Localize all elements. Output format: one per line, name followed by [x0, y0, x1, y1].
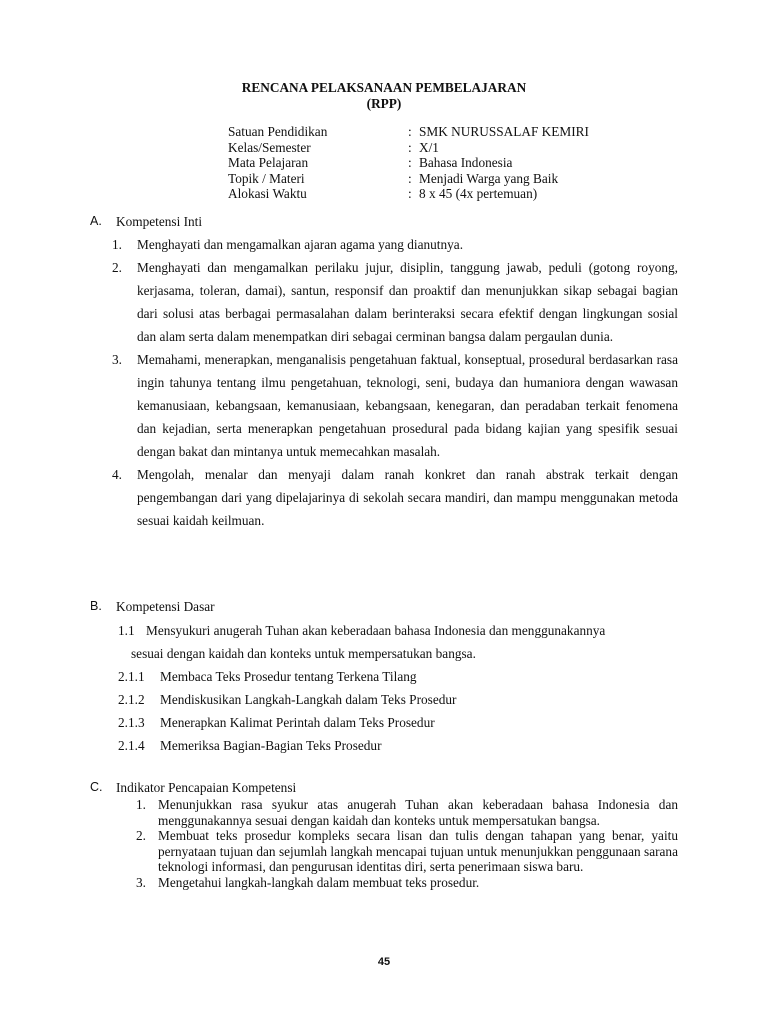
- meta-value: SMK NURUSSALAF KEMIRI: [419, 124, 589, 139]
- meta-value: Menjadi Warga yang Baik: [419, 170, 559, 186]
- kd-code: 2.1.2: [118, 692, 145, 707]
- item-text: Menghayati dan mengamalkan ajaran agama yang dianutnya.: [137, 237, 464, 252]
- kd-row: [118, 711, 684, 734]
- item-number: 2.: [136, 828, 146, 844]
- document-title: RENCANA PELAKSANAAN PEMBELAJARAN: [241, 80, 527, 95]
- kd-text: Membaca Teks Prosedur tentang Terkena Tilang: [160, 669, 417, 684]
- item-text: Mengetahui langkah-langkah dalam membuat teks prosedur.: [158, 874, 480, 890]
- list-item: [112, 348, 678, 463]
- meta-separator: :: [408, 170, 412, 186]
- list-item: [112, 256, 678, 348]
- core-competence-list: [112, 233, 678, 532]
- meta-value: Bahasa Indonesia: [419, 155, 513, 171]
- kd-text: Memeriksa Bagian-Bagian Teks Prosedur: [160, 738, 382, 753]
- kd-text: sesuai dengan kaidah dan konteks untuk mempersatukan bangsa.: [131, 646, 476, 661]
- meta-row-class: [228, 140, 668, 156]
- meta-label: Mata Pelajaran: [228, 155, 309, 171]
- meta-label: Kelas/Semester: [228, 139, 311, 155]
- list-item: [136, 797, 678, 828]
- meta-value: X/1: [419, 139, 439, 155]
- kd-row: [118, 665, 684, 688]
- kd-row: [118, 734, 684, 757]
- list-item: [136, 875, 678, 891]
- kd-code: 2.1.4: [118, 738, 145, 753]
- document-subtitle: (RPP): [366, 96, 402, 111]
- item-number: 4.: [112, 467, 122, 482]
- list-item: [112, 463, 678, 532]
- section-title: Kompetensi Inti: [116, 214, 203, 229]
- indicator-list: [136, 797, 678, 891]
- item-number: 3.: [136, 874, 146, 890]
- section-title: Indikator Pencapaian Kompetensi: [116, 780, 297, 795]
- meta-row-subject: [228, 155, 668, 171]
- page-number: 45: [377, 956, 391, 968]
- meta-label: Alokasi Waktu: [228, 186, 307, 202]
- item-number: 2.: [112, 260, 122, 275]
- meta-label: Satuan Pendidikan: [228, 124, 328, 139]
- kd-code: 2.1.1: [118, 669, 145, 684]
- item-text: Membuat teks prosedur kompleks secara lisan dan tulis dengan tahapan yang benar, yaitu pernyataan tujuan dan sejumlah langkah mencapai tujuan untuk menunjukkan penggunaan sarana teknologi informasi, dan pengurusan identitas diri, serta penerimaan siswa baru.: [158, 828, 678, 875]
- identity-table: [228, 124, 668, 202]
- item-number: 1.: [112, 237, 122, 252]
- kd-code: 1.1: [118, 623, 135, 638]
- kd-text: Mendiskusikan Langkah-Langkah dalam Teks Prosedur: [160, 692, 457, 707]
- kd-code: 2.1.3: [118, 715, 145, 730]
- item-text: Memahami, menerapkan, menganalisis pengetahuan faktual, konseptual, prosedural berdasarkan rasa ingin tahunya tentang ilmu pengetahuan, teknologi, seni, budaya dan humaniora dengan wawasan kemanusiaan, kebangsaan, kemanusiaan, kebangsaan, kenegaran, dan peradaban terkait fenomena dan kejadian, serta menerapkan pengetahuan prosedural pada bidang kajian yang spesifik sesuai dengan bakat dan mintanya untuk memecahkan masalah.: [137, 352, 678, 459]
- kd-row: [118, 642, 684, 665]
- section-title: Kompetensi Dasar: [116, 599, 215, 614]
- meta-row-topic: [228, 171, 668, 187]
- meta-separator: :: [408, 155, 412, 171]
- section-letter: C.: [90, 780, 103, 794]
- item-number: 1.: [136, 797, 146, 812]
- section-letter: A.: [90, 214, 102, 228]
- list-item: [136, 828, 678, 875]
- meta-separator: :: [408, 139, 412, 155]
- item-text: Mengolah, menalar dan menyaji dalam ranah konkret dan ranah abstrak terkait dengan pengembangan dari yang dipelajarinya di sekolah secara mandiri, dan mampu menggunakan metoda sesuai kaidah keilmuan.: [137, 467, 678, 528]
- kd-row: [118, 619, 684, 642]
- meta-separator: :: [408, 186, 412, 202]
- kd-text: Menerapkan Kalimat Perintah dalam Teks Prosedur: [160, 715, 435, 730]
- kd-text: Mensyukuri anugerah Tuhan akan keberadaan bahasa Indonesia dan menggunakannya: [146, 623, 606, 638]
- list-item: [112, 233, 678, 256]
- item-text: Menunjukkan rasa syukur atas anugerah Tuhan akan keberadaan bahasa Indonesia dan menggunakannya sesuai dengan kaidah dan konteks untuk mempersatukan bangsa.: [158, 797, 678, 828]
- meta-separator: :: [408, 124, 412, 139]
- kd-row: [118, 688, 684, 711]
- meta-label: Topik / Materi: [228, 170, 305, 186]
- meta-value: 8 x 45 (4x pertemuan): [419, 186, 538, 202]
- meta-row-time: [228, 186, 668, 202]
- section-letter: B.: [90, 599, 102, 613]
- meta-row-school: [228, 124, 668, 140]
- basic-competence-list: [118, 619, 684, 757]
- item-text: Menghayati dan mengamalkan perilaku jujur, disiplin, tanggung jawab, peduli (gotong royong, kerjasama, toleran, damai), santun, responsif dan proaktif dan menunjukkan sikap sebagai bagian dari solusi atas berbagai permasalahan dalam berinteraksi secara efektif dengan lingkungan sosial dan alam serta dalam menempatkan diri sebagai cerminan bangsa dalam pergaulan dunia.: [137, 260, 678, 344]
- item-number: 3.: [112, 352, 122, 367]
